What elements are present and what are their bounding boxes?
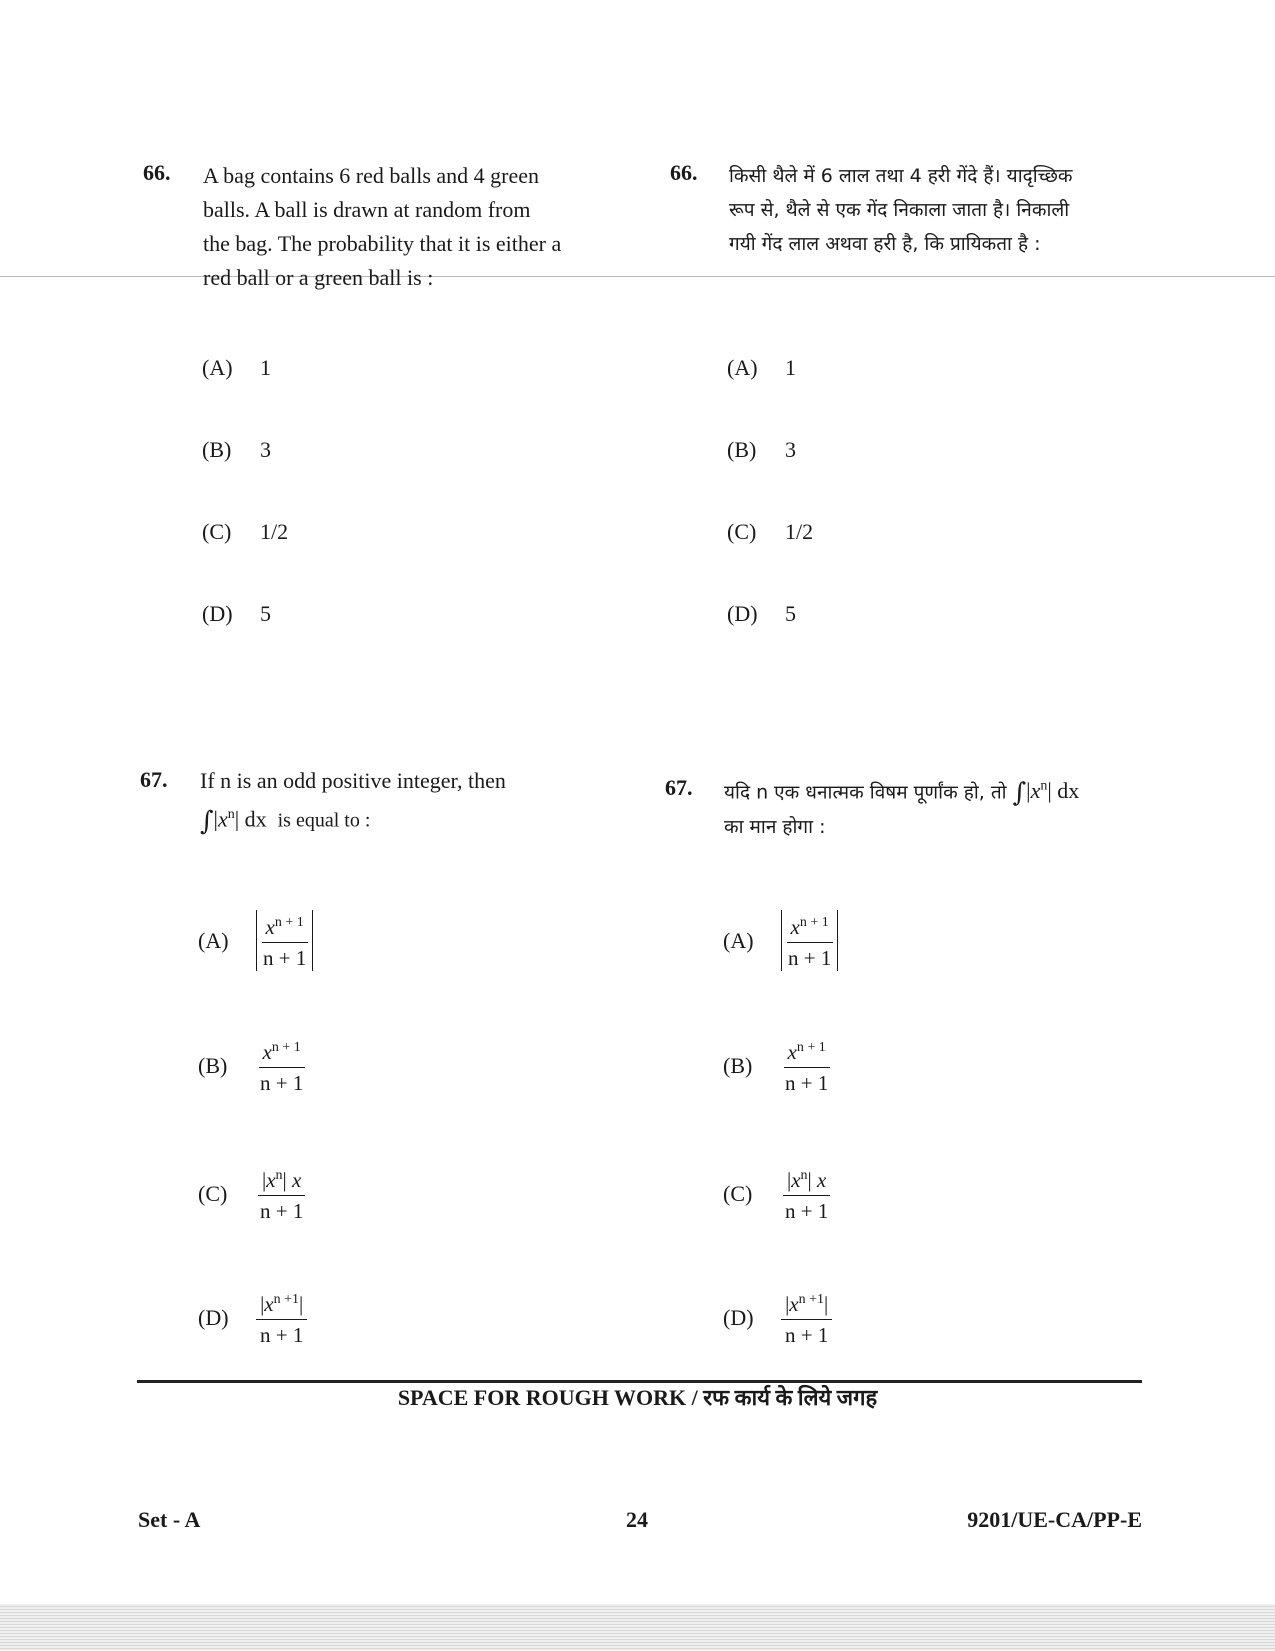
option-label: (C) [723,1180,753,1206]
option-value: 5 [260,601,271,626]
q66-en-line: A bag contains 6 red balls and 4 green [203,163,540,188]
q67-option-d-en[interactable] [198,1288,307,1347]
denominator: n + 1 [263,946,307,970]
scan-bottom-band [0,1604,1275,1651]
denominator: n + 1 [788,946,832,970]
option-value: 5 [785,601,796,626]
abs-bar: | [1047,778,1052,804]
numerator-base: x [265,915,275,939]
option-value: 1/2 [785,519,814,544]
option-label: (C) [198,1180,228,1206]
q66-option-c-en[interactable] [202,519,288,545]
option-label: (D) [727,601,758,626]
question-number-67-en: 67. [140,767,168,792]
q67-en-line2 [200,798,640,838]
denominator: n + 1 [785,1071,829,1095]
option-value: 1 [260,355,271,380]
abs-bar: | [234,806,240,832]
integral-symbol: ∫ [200,806,214,837]
option-label: (A) [202,355,233,380]
numerator-exponent: n +1 [273,1292,300,1307]
q67-en-line2-suffix: is equal to : [277,809,371,832]
fraction: $\frac{|x^n| x}{n + 1}$ [256,1164,307,1223]
option-value: 1/2 [260,519,289,544]
denominator: n + 1 [785,1323,829,1347]
q67-hi-line1 [724,770,1184,810]
question-number-66-en: 66. [143,160,171,185]
denominator: n + 1 [260,1071,304,1095]
integral-symbol: ∫ [1012,778,1027,809]
q66-option-b-hi[interactable] [727,437,796,463]
q66-hi-line: किसी थैले में 6 लाल तथा 4 हरी गेंदे हैं। यादृच्छिक [729,165,1073,187]
option-label: (A) [198,927,229,953]
q66-option-b-en[interactable] [202,437,271,463]
numerator-base: x [266,1168,276,1192]
option-value: 1 [785,355,796,380]
numerator-tail: x [292,1168,302,1192]
q67-hi-line1-prefix: यदि n एक धनात्मक विषम पूर्णांक हो, तो [724,781,1007,804]
numerator-exponent: n + 1 [271,1040,301,1055]
option-label: (D) [198,1304,229,1330]
fraction [256,1036,307,1095]
numerator-base: x [262,1040,272,1064]
fraction: $\frac{|x^{n +1}|}{n + 1}$ [781,1288,832,1347]
variable-x: x [1030,778,1041,804]
q66-option-a-en[interactable] [202,355,271,381]
differential-dx: dx [244,806,267,832]
question-66-text-en [203,159,623,295]
exponent-n: n [227,807,235,822]
option-label: (B) [198,1052,228,1078]
abs-bar: | [1026,778,1031,804]
q67-option-a-hi[interactable] [723,910,838,971]
question-number-66-hi: 66. [670,160,698,185]
numerator-base: x [787,1040,797,1064]
option-label: (D) [723,1304,754,1330]
numerator-base: x [791,1168,801,1192]
numerator-tail: x [817,1168,827,1192]
numerator-exponent: n + 1 [799,915,829,930]
q66-en-line: balls. A ball is drawn at random from [203,197,531,222]
option-value: 3 [260,437,271,462]
fraction: $\frac{|x^n| x}{n + 1}$ [781,1164,832,1223]
scan-artifact-line [0,276,1275,277]
q67-option-b-en[interactable] [198,1036,307,1095]
denominator: n + 1 [785,1199,829,1223]
paper-code: 9201/UE-CA/PP-E [967,1507,1142,1532]
q66-hi-line: गयी गेंद लाल अथवा हरी है, कि प्रायिकता है : [729,233,1041,255]
exponent-n: n [1040,779,1048,794]
q67-option-c-hi[interactable] [723,1164,832,1223]
q66-hi-line: रूप से, थैले से एक गेंद निकाला जाता है। निकाली [729,199,1070,221]
option-label: (B) [202,437,232,462]
numerator-exponent: n [800,1168,808,1183]
numerator-base: x [790,915,800,939]
option-label: (B) [723,1052,753,1078]
q67-en-line1: If n is an odd positive integer, then [200,768,506,793]
q66-option-d-hi[interactable] [727,601,796,627]
page-number: 24 [626,1507,648,1532]
numerator-exponent: n + 1 [796,1040,826,1055]
question-67-text-hi [724,770,1184,844]
numerator-exponent: n [275,1168,283,1183]
numerator-exponent: n + 1 [274,915,304,930]
q66-en-line: the bag. The probability that it is either a [203,231,562,256]
numerator-base: x [264,1292,274,1316]
question-67-text-en [200,764,640,838]
option-label: (B) [727,437,757,462]
abs-bar: | [213,806,218,832]
q66-en-line: red ball or a green ball is : [203,265,434,290]
option-value: 3 [785,437,796,462]
denominator: n + 1 [260,1323,304,1347]
rough-work-label: SPACE FOR ROUGH WORK / रफ कार्य के लिये जगह [397,1385,878,1410]
q67-option-b-hi[interactable] [723,1036,832,1095]
q67-hi-line2: का मान होगा : [724,816,826,839]
option-label: (A) [727,355,758,380]
q67-option-a-en[interactable] [198,910,313,971]
fraction-abs [256,910,313,971]
set-label: Set - A [138,1507,201,1532]
denominator: n + 1 [260,1199,304,1223]
option-label: (C) [202,519,232,544]
numerator-base: x [789,1292,799,1316]
q66-option-d-en[interactable] [202,601,271,627]
option-label: (D) [202,601,233,626]
q67-option-d-hi[interactable] [723,1288,832,1347]
option-label: (C) [727,519,757,544]
variable-x: x [217,806,228,832]
question-number-67-hi: 67. [665,775,693,800]
fraction: $\frac{|x^{n +1}|}{n + 1}$ [256,1288,307,1347]
option-label: (A) [723,927,754,953]
fraction [781,1036,832,1095]
fraction-abs [781,910,838,971]
q67-option-c-en[interactable] [198,1164,307,1223]
q66-option-a-hi[interactable] [727,355,796,381]
q66-option-c-hi[interactable] [727,519,813,545]
differential-dx: dx [1057,778,1080,804]
numerator-exponent: n +1 [798,1292,825,1307]
question-66-text-hi [729,159,1169,261]
